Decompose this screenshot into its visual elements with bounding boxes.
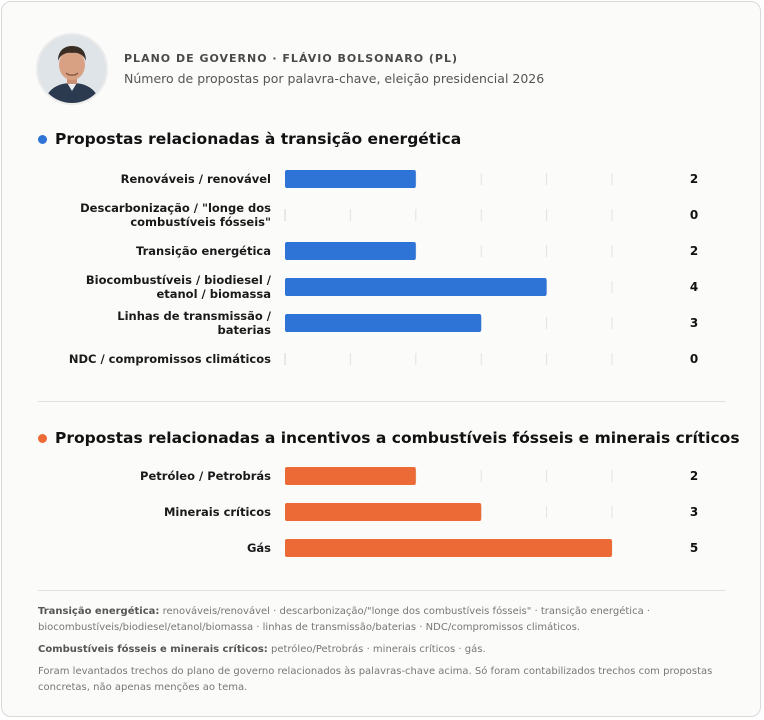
bar	[285, 278, 547, 296]
value-label: 4	[689, 280, 699, 294]
value-label: 2	[689, 244, 699, 258]
fossil-section-title-text: Propostas relacionadas a incentivos a combustíveis fósseis e minerais críticos	[55, 429, 740, 447]
category-label: Biocombustíveis / biodiesel / etanol / biomassa	[85, 273, 271, 301]
value-label: 5	[689, 541, 699, 555]
category-label: Minerais críticos	[163, 505, 271, 519]
note-energy-label: Transição energética:	[38, 606, 160, 617]
bar	[285, 314, 481, 332]
fossil-bar-chart	[0, 458, 764, 566]
value-label: 2	[689, 172, 699, 186]
note-fossil-label: Combustíveis fósseis e minerais críticos:	[38, 644, 268, 655]
notes-divider	[38, 590, 726, 591]
value-label: 3	[689, 505, 699, 519]
energy-section-title-text: Propostas relacionadas à transição energética	[55, 130, 462, 148]
energy-bar-chart	[0, 161, 764, 377]
value-label: 0	[689, 352, 699, 366]
bar	[285, 467, 416, 485]
bar	[285, 242, 416, 260]
section-divider	[38, 401, 726, 402]
category-label: Descarbonização / "longe dos combustíveis fósseis"	[80, 201, 271, 229]
note-energy	[38, 604, 718, 636]
category-label: Linhas de transmissão / baterias	[117, 309, 271, 337]
fossil-legend-dot	[38, 434, 47, 443]
chart-kicker: PLANO DE GOVERNO · FLÁVIO BOLSONARO (PL)	[124, 52, 459, 65]
chart-subtitle: Número de propostas por palavra-chave, eleição presidencial 2026	[124, 71, 545, 86]
energy-legend-dot	[38, 135, 47, 144]
note-fossil	[38, 642, 718, 658]
category-label: Gás	[246, 541, 271, 555]
bar	[285, 170, 416, 188]
note-fossil-text: petróleo/Petrobrás · minerais críticos · gás.	[270, 644, 486, 655]
section-title-energy	[38, 130, 461, 148]
value-label: 3	[689, 316, 699, 330]
bar	[285, 503, 481, 521]
chart-notes	[38, 604, 718, 702]
bar	[285, 539, 612, 557]
candidate-photo	[38, 35, 106, 103]
category-label: Petróleo / Petrobrás	[140, 469, 271, 483]
category-label: Transição energética	[136, 244, 271, 258]
value-label: 2	[689, 469, 699, 483]
note-method: Foram levantados trechos do plano de governo relacionados às palavras-chave acima. Só foram contabilizados trechos com propostas concretas, não apenas menções ao tema.	[38, 666, 713, 693]
candidate-avatar	[36, 33, 108, 105]
category-label: Renováveis / renovável	[120, 172, 271, 186]
note-energy-text: renováveis/renovável · descarbonização/"longe dos combustíveis fósseis" · transição energética · biocombustíveis/biodiesel/etanol/biomassa · linhas de transmissão/baterias · NDC/compromissos climáticos.	[38, 606, 651, 633]
value-label: 0	[689, 208, 699, 222]
section-title-fossil	[38, 429, 740, 447]
category-label: NDC / compromissos climáticos	[68, 352, 271, 366]
